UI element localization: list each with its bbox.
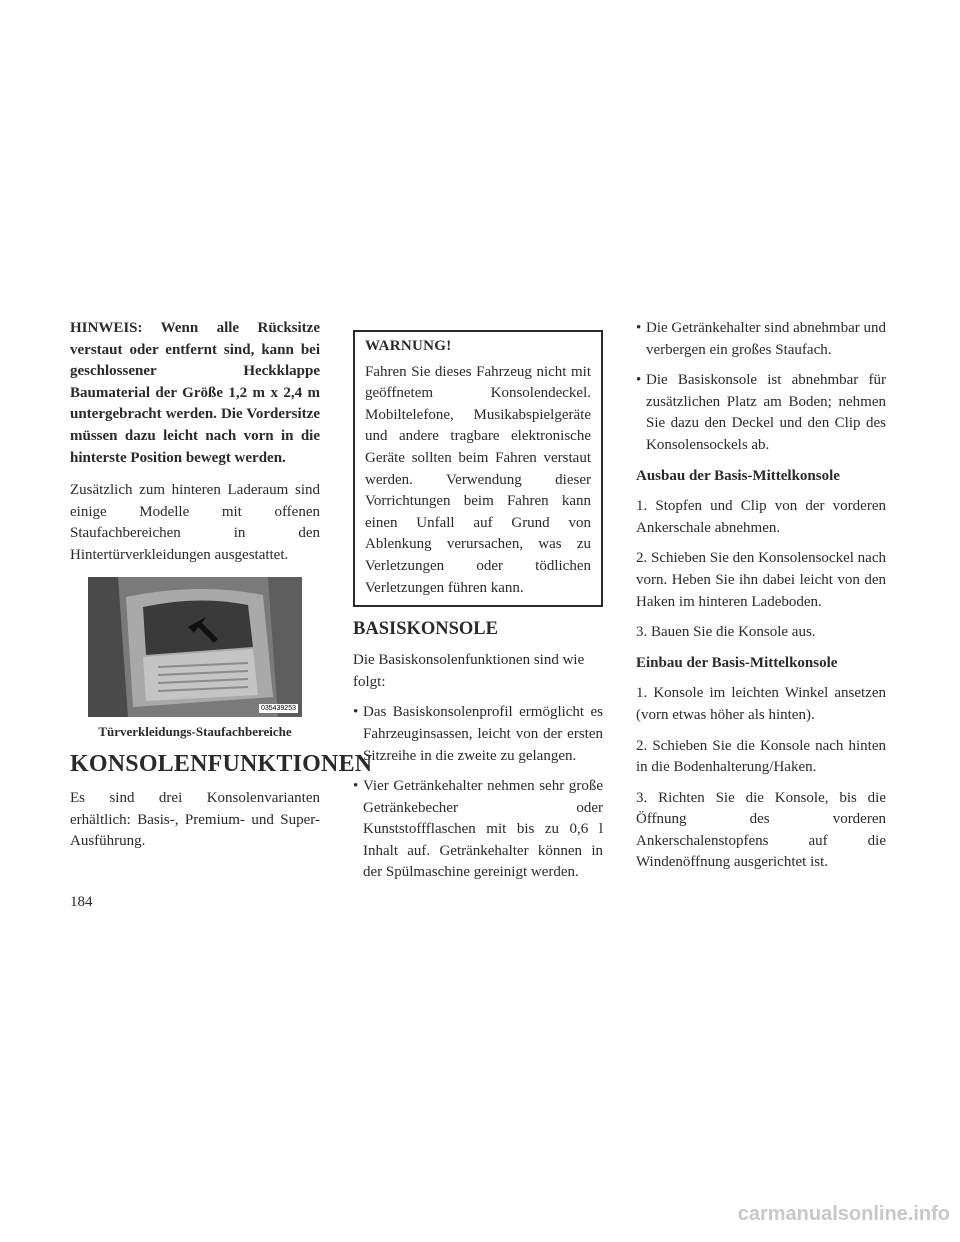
figure-caption: Türverkleidungs-Staufachbereiche bbox=[98, 723, 292, 739]
note-paragraph: HINWEIS: Wenn alle Rücksitze verstaut oder entfernt sind, kann bei geschlossener Heckklappe Baumaterial der Größe 1,2 m x 2,4 m untergebracht werden. Die Vordersitze müssen dazu leicht nach vorn in die hinterste Position bewegt werden. bbox=[70, 320, 320, 466]
column-left bbox=[70, 318, 373, 862]
figure-id: 035439253 bbox=[260, 704, 296, 712]
watermark: carmanualsonline.info bbox=[737, 1203, 950, 1226]
door-panel-storage-photo bbox=[88, 577, 302, 717]
removal-step: 1. Stopfen und Clip von der vorderen Ankerschale abnehmen. bbox=[636, 498, 886, 536]
list-item bbox=[636, 318, 886, 361]
bullet-icon: • bbox=[636, 372, 642, 389]
removal-heading: Ausbau der Basis-Mittelkonsole bbox=[636, 467, 840, 484]
removal-step: 3. Bauen Sie die Konsole aus. bbox=[636, 624, 816, 641]
column-middle bbox=[353, 318, 603, 893]
warning-text: Fahren Sie dieses Fahrzeug nicht mit geöffnetem Konsolendeckel. Mobiltelefone, Musikabspielgeräte und andere tragbare elektronische Geräte sollten beim Fahren verstaut werden. Verwendung dieser Vorrichtungen beim Fahren kann einen Unfall auf Grund von Ablenkung verursachen, was zu Verletzungen oder tödlichen Verletzungen führen kann. bbox=[365, 363, 591, 596]
section-heading-base-console: BASISKONSOLE bbox=[353, 619, 498, 640]
list-item bbox=[636, 370, 886, 456]
install-heading: Einbau der Basis-Mittelkonsole bbox=[636, 654, 838, 671]
base-console-intro: Die Basiskonsolenfunktionen sind wie folgt: bbox=[353, 652, 585, 690]
list-item-text: Das Basiskonsolenprofil ermöglicht es Fahrzeuginsassen, leicht von der ersten Sitzreihe in die zweite zu gelangen. bbox=[363, 704, 603, 764]
column-right bbox=[636, 318, 886, 883]
list-item-text: Vier Getränkehalter nehmen sehr große Getränkebecher oder Kunststoffflaschen mit bis zu 0,6 l Inhalt auf. Getränkehalter können in der Spülmaschine gereinigt werden. bbox=[363, 778, 603, 881]
list-item-text: Die Basiskonsole ist abnehmbar für zusätzlichen Platz am Boden; nehmen Sie dazu den Deckel und den Clip des Konsolensockels ab. bbox=[646, 372, 886, 453]
bullet-icon: • bbox=[636, 320, 642, 336]
section-heading-console-features: KONSOLENFUNKTIONEN bbox=[70, 751, 373, 778]
page-number: 184 bbox=[70, 894, 93, 910]
list-item bbox=[353, 776, 603, 884]
door-panel-illustration bbox=[88, 577, 302, 717]
list-item-text: Die Getränkehalter sind abnehmbar und verbergen ein großes Staufach. bbox=[646, 320, 886, 358]
body-paragraph: Zusätzlich zum hinteren Laderaum sind einige Modelle mit offenen Staufachbereichen in den Hintertürverkleidungen ausgestattet. bbox=[70, 482, 320, 563]
warning-box bbox=[353, 330, 603, 607]
warning-title: WARNUNG! bbox=[365, 338, 452, 354]
install-step: 2. Schieben Sie die Konsole nach hinten in die Bodenhalterung/Haken. bbox=[636, 737, 886, 776]
list-item bbox=[353, 702, 603, 767]
install-step: 1. Konsole im leichten Winkel ansetzen (vorn etwas höher als hinten). bbox=[636, 685, 886, 723]
bullet-icon: • bbox=[353, 704, 359, 721]
console-variants-paragraph: Es sind drei Konsolenvarianten erhältlich: Basis-, Premium- und Super-Ausführung. bbox=[70, 790, 320, 850]
bullet-icon: • bbox=[353, 778, 359, 795]
removal-step: 2. Schieben Sie den Konsolensockel nach vorn. Heben Sie ihn dabei leicht von den Haken im hinteren Ladeboden. bbox=[636, 550, 886, 610]
install-step: 3. Richten Sie die Konsole, bis die Öffnung des vorderen Ankerschalenstopfens auf die Windenöffnung ausgerichtet ist. bbox=[636, 789, 886, 871]
